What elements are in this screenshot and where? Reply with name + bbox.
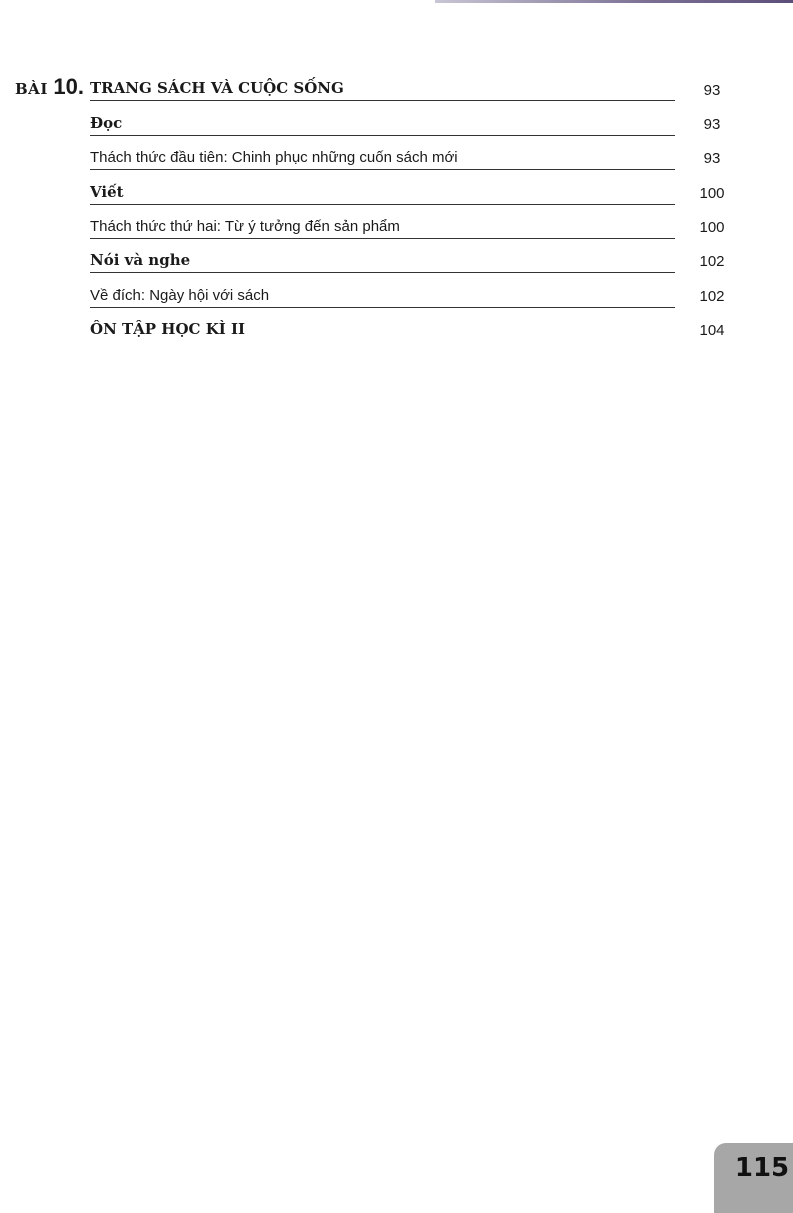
- toc-entry-item: [90, 145, 675, 170]
- section-title: Nói và nghe: [90, 251, 191, 269]
- section-title: Đọc: [90, 114, 123, 132]
- toc-page-number: 93: [703, 150, 721, 167]
- item-title: Thách thức đầu tiên: Chinh phục những cuốn sách mới: [90, 149, 458, 166]
- toc-page-number: 100: [699, 219, 725, 236]
- toc-entry-viet: [90, 180, 675, 205]
- page-number: 115: [734, 1153, 790, 1183]
- toc-page-number: 102: [699, 253, 725, 270]
- toc-page-number: 93: [703, 116, 721, 133]
- toc-page-number: 100: [699, 185, 725, 202]
- toc-entry-doc: [90, 111, 675, 136]
- lesson-label: [15, 74, 84, 98]
- top-decorative-rule: [435, 0, 793, 3]
- toc-page-number: 104: [699, 322, 725, 339]
- toc-entry-item: [90, 214, 675, 239]
- lesson-page-number: 93: [703, 82, 721, 99]
- toc-entry-review: [90, 317, 675, 341]
- lesson-number: 10.: [53, 74, 85, 99]
- item-title: Thách thức thứ hai: Từ ý tưởng đến sản phẩm: [90, 218, 400, 235]
- lesson-title: TRANG SÁCH VÀ CUỘC SỐNG: [90, 79, 344, 97]
- toc-page-number: 102: [699, 288, 725, 305]
- item-title: Về đích: Ngày hội với sách: [90, 287, 270, 304]
- toc-entry-item: [90, 283, 675, 308]
- toc-entry-noi-va-nghe: [90, 248, 675, 273]
- review-title: ÔN TẬP HỌC KÌ II: [90, 320, 246, 338]
- section-title: Viết: [90, 183, 124, 201]
- lesson-prefix: BÀI: [15, 80, 48, 98]
- lesson-title-entry: [90, 76, 675, 101]
